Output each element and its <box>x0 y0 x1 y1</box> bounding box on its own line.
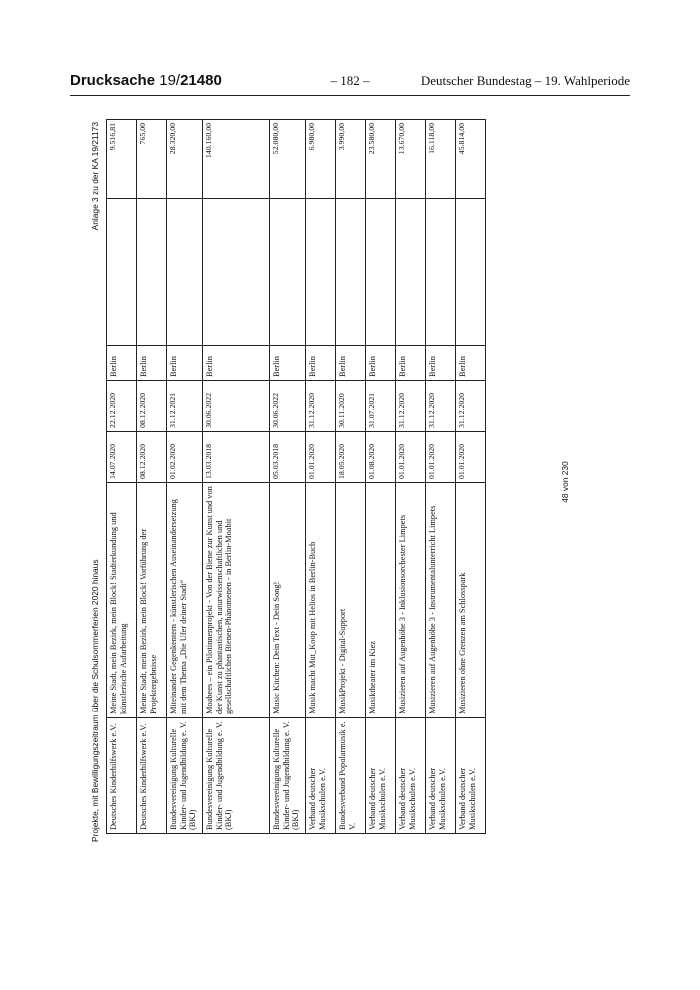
cell-org: Verband deutscher Musikschulen e.V. <box>366 718 396 834</box>
cell-end: 30.06.2022 <box>203 381 270 432</box>
cell-proj: Musizieren auf Augenhöhe 3 - Inklusionsorchester Limpets <box>396 483 426 718</box>
cell-org: Verband deutscher Musikschulen e.V. <box>426 718 456 834</box>
cell-end: 30.06.2022 <box>270 381 306 432</box>
cell-proj: Music Kitchen: Dein Text - Dein Song! <box>270 483 306 718</box>
cell-end: 31.07.2021 <box>366 381 396 432</box>
cell-end: 31.12.2020 <box>456 381 486 432</box>
cell-empty <box>107 199 137 346</box>
table-row <box>426 120 456 834</box>
cell-end: 31.12.2020 <box>396 381 426 432</box>
cell-proj: Meine Stadt, mein Bezirk, mein Block! Vorführung der Projektergebnisse <box>137 483 167 718</box>
cell-amount: 13.670,00 <box>396 120 426 199</box>
cell-end: 31.12.2020 <box>426 381 456 432</box>
table-row <box>456 120 486 834</box>
table-row <box>306 120 336 834</box>
cell-amount: 140.160,00 <box>203 120 270 199</box>
cell-start: 01.02.2020 <box>167 432 203 483</box>
scan-caption: Projekte, mit Bewilligungszeitraum über die Schulsommerferien 2020 hinaus <box>90 559 100 842</box>
cell-empty <box>396 199 426 346</box>
cell-proj: Miteinander Gegenkentern - künstlerischen Auseinandersetzung mit dem Thema „Die Ufer deiner Stadt“ <box>167 483 203 718</box>
cell-end: 22.12.2020 <box>107 381 137 432</box>
scanned-page <box>90 122 570 842</box>
cell-city: Berlin <box>366 346 396 381</box>
cell-amount: 23.580,00 <box>366 120 396 199</box>
cell-city: Berlin <box>336 346 366 381</box>
cell-empty <box>456 199 486 346</box>
cell-org: Deutsches Kinderhilfswerk e.V. <box>107 718 137 834</box>
drucksache-label: Drucksache <box>70 72 156 89</box>
cell-amount: 28.320,00 <box>167 120 203 199</box>
cell-city: Berlin <box>203 346 270 381</box>
cell-empty <box>167 199 203 346</box>
page-number: – 182 – <box>330 73 370 88</box>
cell-city: Berlin <box>167 346 203 381</box>
cell-empty <box>336 199 366 346</box>
cell-empty <box>203 199 270 346</box>
page-header <box>70 72 630 94</box>
cell-org: Bundesvereinigung Kulturelle Kinder- und Jugendbildung e. V. (BKJ) <box>167 718 203 834</box>
cell-start: 18.05.2020 <box>336 432 366 483</box>
cell-amount: 16.118,00 <box>426 120 456 199</box>
table-row <box>167 120 203 834</box>
table-row <box>336 120 366 834</box>
cell-city: Berlin <box>270 346 306 381</box>
cell-start: 01.08.2020 <box>366 432 396 483</box>
cell-start: 01.01.2020 <box>426 432 456 483</box>
cell-start: 13.03.2018 <box>203 432 270 483</box>
cell-amount: 52.080,00 <box>270 120 306 199</box>
table-row <box>396 120 426 834</box>
cell-org: Verband deutscher Musikschulen e.V. <box>306 718 336 834</box>
cell-city: Berlin <box>137 346 167 381</box>
cell-empty <box>270 199 306 346</box>
cell-start: 01.01.2020 <box>396 432 426 483</box>
cell-city: Berlin <box>426 346 456 381</box>
cell-proj: Musizieren auf Augenhöhe 3 - Instrumentalunterricht Limpets <box>426 483 456 718</box>
cell-org: Bundesverband Popularmusik e. V. <box>336 718 366 834</box>
cell-amount: 6.980,00 <box>306 120 336 199</box>
cell-start: 14.07.2020 <box>107 432 137 483</box>
cell-proj: Musizieren ohne Grenzen am Schlosspark <box>456 483 486 718</box>
cell-org: Verband deutscher Musikschulen e.V. <box>456 718 486 834</box>
cell-amount: 45.814,00 <box>456 120 486 199</box>
header-rule <box>70 95 630 96</box>
cell-city: Berlin <box>306 346 336 381</box>
cell-end: 30.11.2020 <box>336 381 366 432</box>
cell-city: Berlin <box>107 346 137 381</box>
cell-proj: Moabees – ein Pilotinnenprojekt - Von der Biene zur Kunst und von der Kunst zu phantastischen, naturwissenschaftlichen und gesellschaftlichen Bienen-Phänomenen - in Berlin-Moabit <box>203 483 270 718</box>
cell-city: Berlin <box>396 346 426 381</box>
cell-empty <box>137 199 167 346</box>
drucksache-prefix: 19/ <box>159 72 181 89</box>
cell-end: 31.12.2020 <box>306 381 336 432</box>
cell-proj: Meine Stadt, mein Bezirk, mein Block! Stadterkundung und künstlerische Aufarbeitung <box>107 483 137 718</box>
annex-label: Anlage 3 zu der KA 19/21173 <box>90 122 100 231</box>
table-row <box>366 120 396 834</box>
cell-org: Deutsches Kinderhilfswerk e.V. <box>137 718 167 834</box>
cell-city: Berlin <box>456 346 486 381</box>
cell-org: Bundesvereinigung Kulturelle Kinder- und Jugendbildung e. V. (BKJ) <box>270 718 306 834</box>
cell-start: 01.01.2020 <box>456 432 486 483</box>
table-row <box>270 120 306 834</box>
cell-start: 08.12.2020 <box>137 432 167 483</box>
cell-start: 05.03.2018 <box>270 432 306 483</box>
cell-start: 01.01.2020 <box>306 432 336 483</box>
cell-end: 31.12.2021 <box>167 381 203 432</box>
cell-amount: 3.990,00 <box>336 120 366 199</box>
cell-empty <box>426 199 456 346</box>
cell-proj: Musik macht Mut_Koop mit Helios in Berlin-Buch <box>306 483 336 718</box>
cell-end: 08.12.2020 <box>137 381 167 432</box>
publisher: Deutscher Bundestag – 19. Wahlperiode <box>420 73 630 88</box>
cell-empty <box>366 199 396 346</box>
table-row <box>203 120 270 834</box>
cell-amount: 9.516,81 <box>107 120 137 199</box>
cell-org: Verband deutscher Musikschulen e.V. <box>396 718 426 834</box>
cell-proj: MusikProjekt - Digital-Support <box>336 483 366 718</box>
table-row <box>107 120 137 834</box>
table-row <box>137 120 167 834</box>
cell-empty <box>306 199 336 346</box>
drucksache-number: 21480 <box>180 72 222 89</box>
project-table <box>106 119 486 834</box>
cell-proj: Musiktheater im Kiez <box>366 483 396 718</box>
cell-org: Bundesvereinigung Kulturelle Kinder- und Jugendbildung e. V. (BKJ) <box>203 718 270 834</box>
scan-footer: 48 von 230 <box>560 461 570 503</box>
cell-amount: 765,00 <box>137 120 167 199</box>
